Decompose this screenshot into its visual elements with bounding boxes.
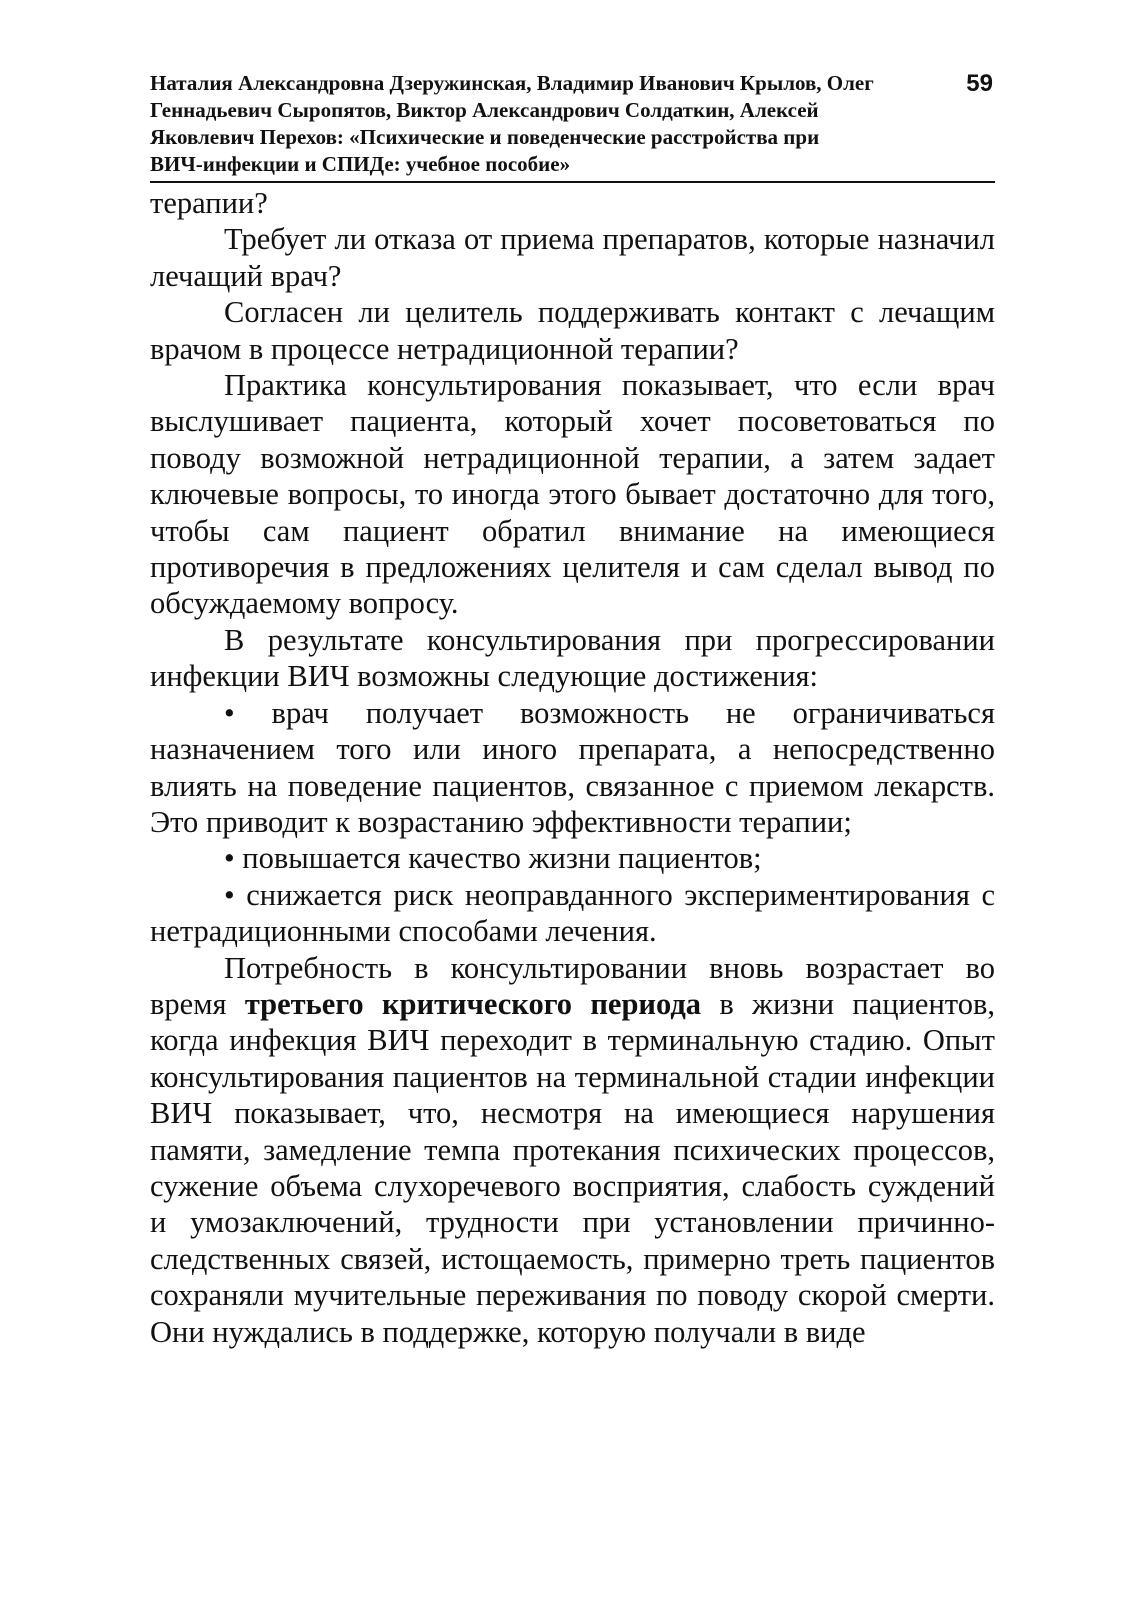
header-line: Геннадьевич Сыропятов, Виктор Александрович Солдаткин, Алексей: [150, 98, 819, 122]
running-header: [150, 70, 995, 183]
paragraph: Требует ли отказа от приема препаратов, которые назначил лечащий врач?: [150, 222, 995, 293]
document-page: [150, 70, 995, 1350]
bullet-item: • снижается риск неоправданного экспериментирования с нетрадиционными способами лечения.: [150, 877, 995, 949]
header-line: Яковлевич Перехов: «Психические и поведенческие расстройства при: [150, 125, 820, 149]
header-line: ВИЧ-инфекции и СПИДе: учебное пособие»: [150, 152, 571, 176]
bullet-item: • врач получает возможность не ограничиваться назначением того или иного препарата, а непосредственно влиять на поведение пациентов, связанное с приемом лекарств. Это приводит к возрастанию эффективности терапии;: [150, 695, 995, 839]
emphasized-term: третьего критического периода: [244, 986, 702, 1021]
text-run: в жизни пациентов, когда инфекция ВИЧ переходит в терминальную стадию. Опыт консультирования пациентов на терминальной стадии инфекции ВИЧ показывает, что, несмотря на имеющиеся нарушения памяти, замедление темпа протекания психических процессов, сужение объема слухоречевого восприятия, слабость суждений и умозаключений, трудности при установлении причинно-следственных связей, истощаемость, примерно треть пациентов сохраняли мучительные переживания по поводу скорой смерти. Они нуждались в поддержке, которую получали в виде: [150, 986, 995, 1349]
header-line: Наталия Александровна Дзеружинская, Владимир Иванович Крылов, Олег: [150, 71, 874, 95]
bullet-item: • повышается качество жизни пациентов;: [224, 841, 762, 876]
paragraph-continuation: терапии?: [150, 186, 268, 220]
page-number: 59: [966, 70, 993, 97]
paragraph: Согласен ли целитель поддерживать контакт с лечащим врачом в процессе нетрадиционной терапии?: [150, 295, 995, 366]
paragraph: Практика консультирования показывает, что если врач выслушивает пациента, который хочет посоветоваться по поводу возможной нетрадиционной терапии, а затем задает ключевые вопросы, то иногда этого бывает достаточно для того, чтобы сам пациент обратил внимание на имеющиеся противоречия в предложениях целителя и сам сделал вывод по обсуждаемому вопросу.: [150, 368, 995, 621]
body-text: [150, 185, 995, 1350]
paragraph: В результате консультирования при прогрессировании инфекции ВИЧ возможны следующие достижения:: [150, 622, 995, 694]
text-run: Потребность в консультировании вновь возрастает во время: [150, 950, 995, 1021]
paragraph: [150, 950, 995, 1350]
